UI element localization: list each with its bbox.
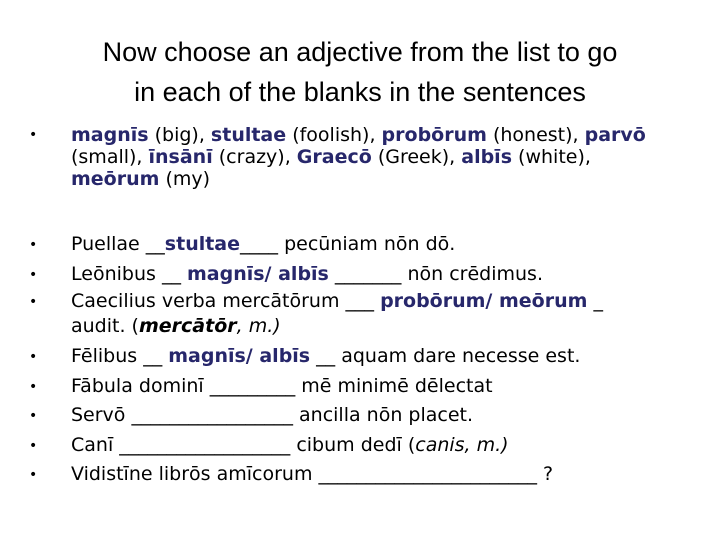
blank: __________________ [119,433,291,456]
sentence-list [27,230,603,490]
sentence-7 [27,431,603,461]
hint-word: mercātōr [138,315,237,337]
adjective-latin: īnsānī [148,146,213,168]
bullet-icon: • [29,349,38,365]
sentence-text: Fēlibus [71,345,144,367]
hint-gender: , m.) [236,315,281,337]
adjective-latin: parvō [584,124,646,146]
adjective-list [27,124,697,190]
adjective-gloss: (foolish), [286,124,382,146]
blank: __ [310,345,336,367]
blank: _______________________ [318,463,537,485]
adjective-gloss: (my) [159,168,211,190]
adjective-latin: meōrum [71,168,160,190]
sentence-text: ancilla nōn placet. [292,404,474,426]
sentence-8 [27,460,603,490]
sentence-text: Leōnibus [71,262,162,285]
blank: _______ [328,262,402,285]
answer: magnīs/ albīs [168,345,311,367]
blank: ____ [240,233,279,255]
adjective-gloss: (crazy), [212,146,297,168]
adjective-latin: magnīs [71,124,149,146]
sentence-text: Puellae [71,233,146,255]
sentence-text: mē minimē dēlectat [295,374,493,397]
bullet-icon: • [29,294,38,310]
adjective-latin: albīs [461,146,513,168]
sentence-text: cibum dedī ( [290,433,416,456]
bullet-icon: • [29,437,38,454]
sentence-text: Caecilius verba mercātōrum [71,290,346,312]
adjective-gloss: (Greek), [371,146,462,168]
sentence-4 [27,342,603,372]
sentence-text: Fābula dominī [71,374,210,397]
blank: _ [587,290,603,312]
adjective-latin: Graecō [296,146,372,168]
adjective-list-item [27,124,681,190]
sentence-text: pecūniam nōn dō. [278,233,456,255]
sentence-text: Vidistīne librōs amīcorum [71,463,319,485]
sentence-3 [27,289,603,342]
sentence-2 [27,260,603,290]
bullet-icon: • [29,378,38,395]
title-line-1: Now choose an adjective from the list to go [102,37,618,67]
sentence-1 [27,230,603,260]
answer: magnīs/ albīs [186,262,329,285]
answer: probōrum/ meōrum [380,290,588,312]
blank: _________ [209,374,296,397]
adjective-latin: probōrum [381,124,487,146]
adjective-gloss: (big), [148,124,211,146]
title-line-2: in each of the blanks in the sentences [134,77,586,107]
sentence-text: audit. ( [71,315,139,337]
sentence-6 [27,401,603,431]
slide-title [40,32,680,112]
sentence-5 [27,372,603,402]
sentence-text: nōn crēdimus. [401,262,543,285]
bullet-icon: • [29,408,38,424]
adjective-gloss: (honest), [486,124,585,146]
bullet-icon: • [29,237,38,253]
blank: ___ [345,290,381,312]
hint-word: canis, m.) [415,433,509,456]
bullet-icon: • [29,467,38,483]
bullet-icon: • [29,266,38,283]
sentence-text: aquam dare necesse est. [335,345,581,367]
sentence-text: Canī [71,433,120,456]
blank: __ [145,233,165,255]
blank: __ [143,345,169,367]
adjective-gloss: (white), [512,146,591,168]
adjective-gloss: (small), [71,146,149,168]
blank: __ [161,262,187,285]
sentence-text: ? [537,463,554,485]
blank: _________________ [131,404,293,426]
answer: stultae [164,233,241,255]
adjective-latin: stultae [210,124,287,146]
bullet-icon: • [29,127,38,143]
sentence-text: Servō [71,404,132,426]
